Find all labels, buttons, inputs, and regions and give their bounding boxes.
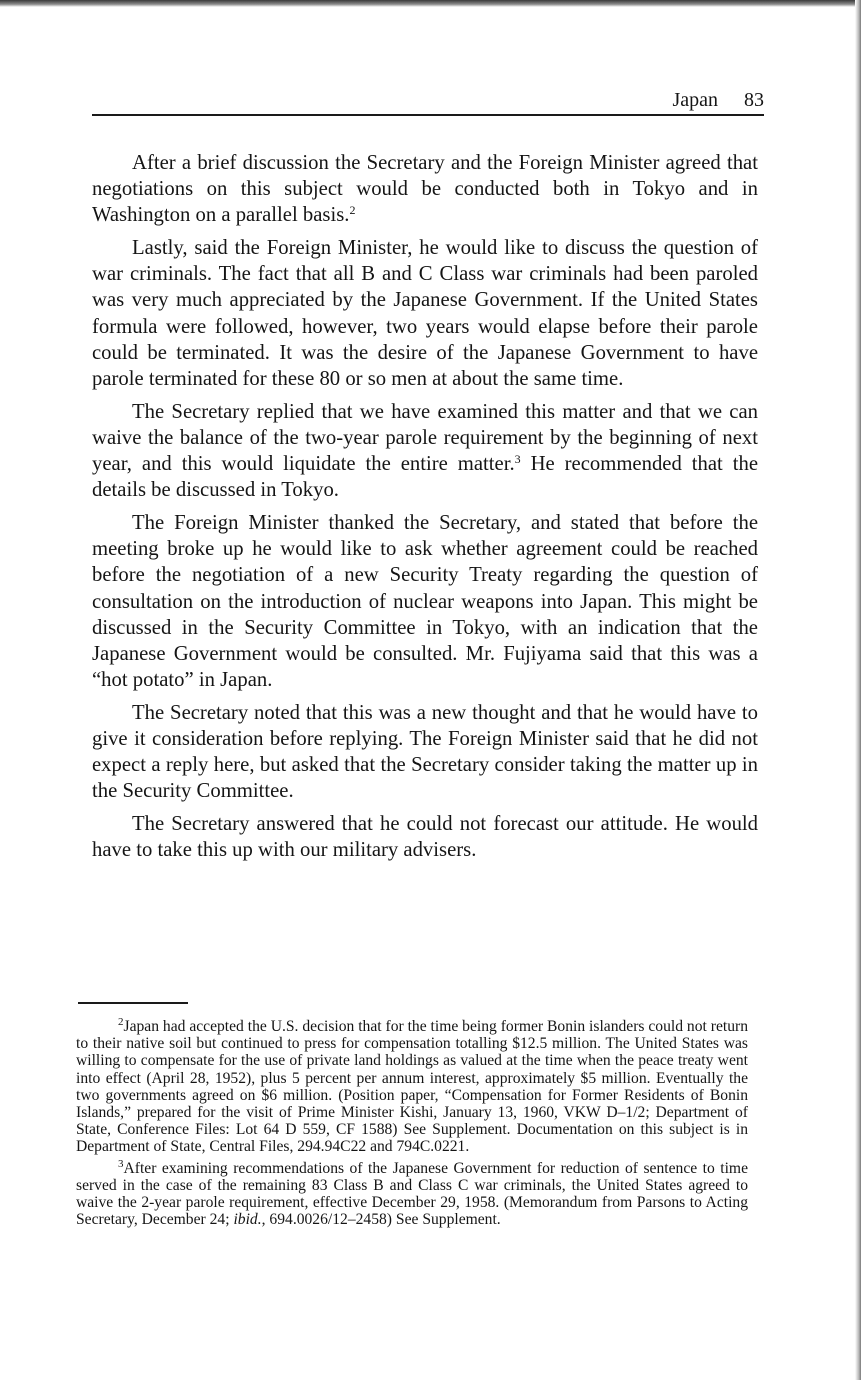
footnote-number: 3 (118, 1157, 124, 1170)
paragraph: The Secretary answered that he could not forecast our attitude. He would have to take this up with our military advisers. (92, 813, 758, 862)
footnote: $^3$After examining recommendations of the Japanese Government for reduction of sentence to time served in the case of the remaining 83 Class B and Class C war criminals, the United States agreed to waive the 2-year parole requirement, effective December 29, 1958. (Memorandum from Parsons to Acting Secretary, December 24; ibid., 694.0026/12–2458) See Supplement. (76, 1157, 748, 1229)
paragraph: After a brief discussion the Secretary and the Foreign Minister agreed that negotiations on this subject would be conducted both in Tokyo and in Washington on a parallel basis.$^2$ (92, 152, 758, 227)
footnote-number: 2 (118, 1016, 124, 1028)
running-head (92, 88, 764, 112)
page-number: 83 (744, 89, 764, 111)
footnote-ref: 3 (514, 452, 521, 467)
footnote: $^2$Japan had accepted the U.S. decision that for the time being former Bonin islanders could not return to their native soil but continued to press for compensation totalling $12.5 million. The United States was willing to compensate for the use of private land holdings as valued at the time when the peace treaty went into effect (April 28, 1952), plus 5 percent per annum interest, approximately $5 million. Eventually the two governments agreed on $6 million. (Position paper, “Compensation for Former Residents of Bonin Islands,” prepared for the visit of Prime Minister Kishi, January 13, 1960, VKW D–1/2; Department of State, Conference Files: Lot 64 D 559, CF 1588) See Supplement. Documentation on this subject is in Department of State, Central Files, 294.94C22 and 794C.0221. (76, 1016, 748, 1156)
footnote-ref: 2 (349, 203, 356, 218)
footnotes (76, 1018, 748, 1232)
body-text (92, 150, 758, 870)
paragraph: The Secretary replied that we have examined this matter and that we can waive the balance of the two-year parole requirement by the beginning of next year, and this would liquidate the entire matter.$^3$ He recommended that the details be discussed in Tokyo. (92, 400, 758, 502)
header-rule (92, 114, 764, 116)
paragraph: The Foreign Minister thanked the Secretary, and stated that before the meeting broke up he would like to ask whether agreement could be reached before the negotiation of a new Security Treaty regarding the question of consultation on the introduction of nuclear weapons into Japan. This might be discussed in the Security Committee in Tokyo, with an indication that the Japanese Government would be consulted. Mr. Fujiyama said that this was a “hot potato” in Japan. (92, 512, 758, 691)
page-top-edge (0, 0, 861, 7)
page-right-edge (855, 0, 861, 1380)
paragraph: Lastly, said the Foreign Minister, he would like to discuss the question of war criminals. The fact that all B and C Class war criminals had been paroled was very much appreciated by the Japanese Government. If the United States formula were followed, however, two years would elapse before their parole could be terminated. It was the desire of the Japanese Government to have parole terminated for these 80 or so men at about the same time. (92, 237, 758, 390)
paragraph: The Secretary noted that this was a new thought and that he would have to give it consideration before replying. The Foreign Minister said that he did not expect a reply here, but asked that the Secretary consider taking the matter up in the Security Committee. (92, 701, 758, 803)
footnote-rule (78, 1002, 188, 1004)
running-head-title: Japan (672, 89, 718, 111)
